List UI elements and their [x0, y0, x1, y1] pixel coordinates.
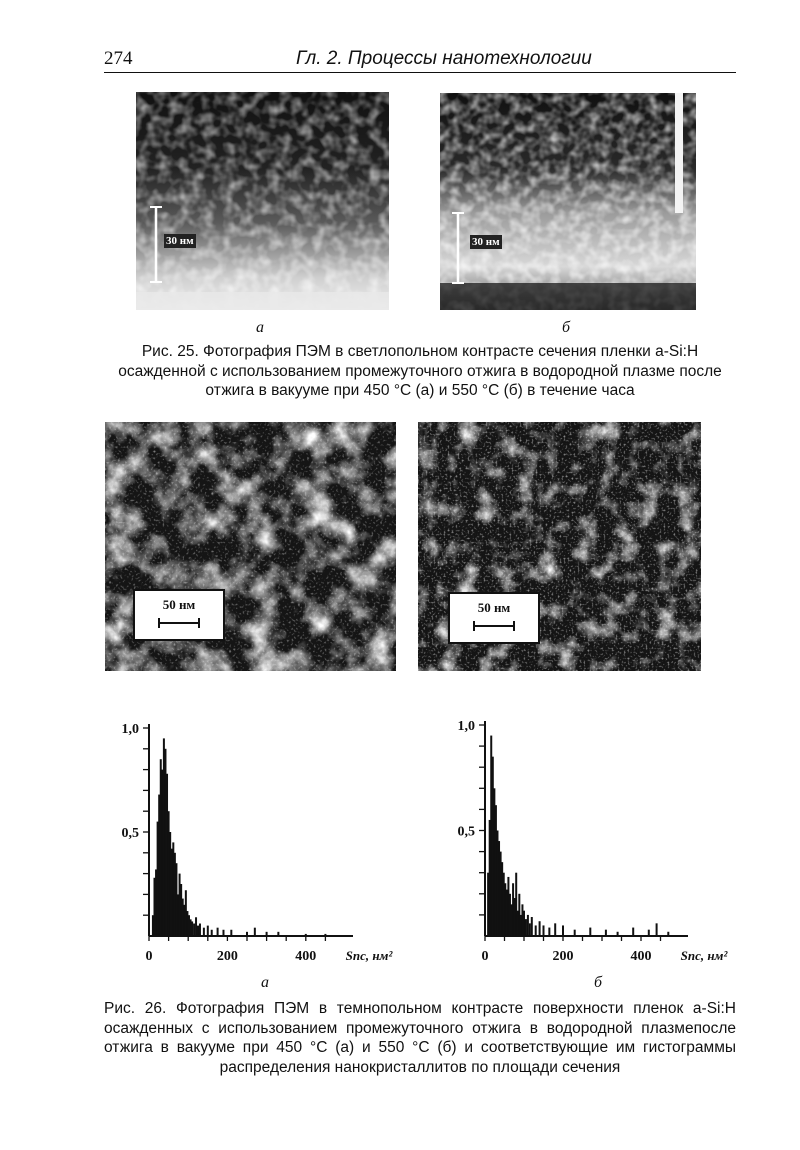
hist-b-bar: [667, 932, 669, 936]
hist-a-x-tick-label: 200: [216, 949, 238, 964]
hist-a-bar: [222, 930, 224, 936]
hist-a-bar: [203, 928, 205, 936]
hist-b-y-tick-label: 0,5: [457, 824, 475, 840]
hist-b-bar: [648, 930, 650, 936]
hist-b-bar: [548, 928, 550, 936]
running-title: Гл. 2. Процессы нанотехнологии: [296, 48, 592, 69]
hist-a-bar: [191, 921, 193, 936]
hist-b-bar: [535, 925, 537, 936]
fig26-caption: Рис. 26. Фотография ПЭМ в темнопольном контрасте поверхности пленок a-Si:H осажденных с использованием промежуточного отжига в водородной плазмепосле отжига в вакууме при 450 °С (а) и 550 °С (б) и соответствующие им гистограммы распределения нанокристаллитов по площади сечения: [104, 1000, 736, 1076]
fig26-scale-box-b: [448, 592, 540, 644]
running-header: [104, 46, 736, 73]
hist-a-bar: [211, 930, 213, 936]
hist-a-x-tick-label: 0: [145, 949, 153, 964]
fig25-scale-label-a: 30 нм: [166, 235, 194, 247]
hist-b-bar: [632, 928, 634, 936]
hist-a-bar: [199, 924, 201, 936]
hist-b-bar: [554, 923, 556, 936]
hist-b-bar: [574, 930, 576, 936]
hist-b-bar: [605, 930, 607, 936]
hist-a-y-tick-label: 0,5: [121, 826, 139, 841]
hist-a-bar: [254, 928, 256, 936]
fig26-label-b: б: [594, 974, 603, 991]
fig25-scale-label-b: 30 нм: [472, 236, 500, 248]
hist-a-bar: [193, 924, 195, 936]
hist-a-bar: [324, 934, 326, 936]
hist-b-bar: [523, 911, 525, 936]
hist-b-bar: [543, 925, 545, 936]
hist-a-bar: [305, 934, 307, 936]
fig26-label-a: а: [261, 974, 269, 991]
fig26-scale-label-b: 50 нм: [477, 600, 511, 615]
hist-a-bar: [246, 932, 248, 936]
hist-b-y-tick-label: 1,0: [457, 719, 475, 734]
hist-b-bar: [617, 932, 619, 936]
hist-a-bar: [207, 926, 209, 936]
fig26-photo-a: [105, 422, 396, 671]
hist-a-x-axis-label: Sпс, нм²: [345, 948, 393, 963]
hist-b-x-tick-label: 200: [552, 949, 574, 964]
hist-b-bar: [539, 921, 541, 936]
fig26-scale-box-a: [133, 589, 225, 641]
fig26-scale-label-a: 50 нм: [162, 597, 196, 612]
histogram-a: [95, 712, 405, 972]
fig25-label-a: а: [256, 319, 264, 336]
hist-b-bar: [531, 917, 533, 936]
hist-b-bar: [525, 919, 527, 936]
hist-b-bar: [529, 923, 531, 936]
hist-b-x-axis-label: Sпс, нм²: [680, 948, 728, 963]
fig26-photo-b: [418, 422, 701, 671]
hist-b-bar: [589, 928, 591, 936]
hist-a-bar: [230, 930, 232, 936]
hist-a-bar: [217, 928, 219, 936]
hist-b-x-tick-label: 0: [481, 949, 489, 964]
fig25-photo-a: [136, 92, 389, 310]
hist-a-x-tick-label: 400: [295, 949, 317, 964]
page-number: 274: [104, 48, 133, 69]
hist-b-x-tick-label: 400: [630, 949, 652, 964]
hist-b-bar: [527, 915, 529, 936]
fig25-caption: Рис. 25. Фотография ПЭМ в светлопольном контрасте сечения пленки a-Si:H осажденной с использованием промежуточного отжига в водородной плазме после отжига в вакууме при 450 °С (а) и 550 °С (б) в течение часа: [118, 343, 722, 399]
hist-a-bar: [277, 932, 279, 936]
hist-b-bar: [656, 923, 658, 936]
fig25-photo-b: [440, 93, 696, 310]
hist-a-y-tick-label: 1,0: [121, 722, 139, 737]
hist-a-bar: [197, 926, 199, 936]
hist-b-bar: [562, 925, 564, 936]
hist-a-bar: [266, 932, 268, 936]
histogram-b: [430, 705, 740, 972]
fig25-label-b: б: [562, 319, 571, 336]
hist-a-bar: [195, 917, 197, 936]
